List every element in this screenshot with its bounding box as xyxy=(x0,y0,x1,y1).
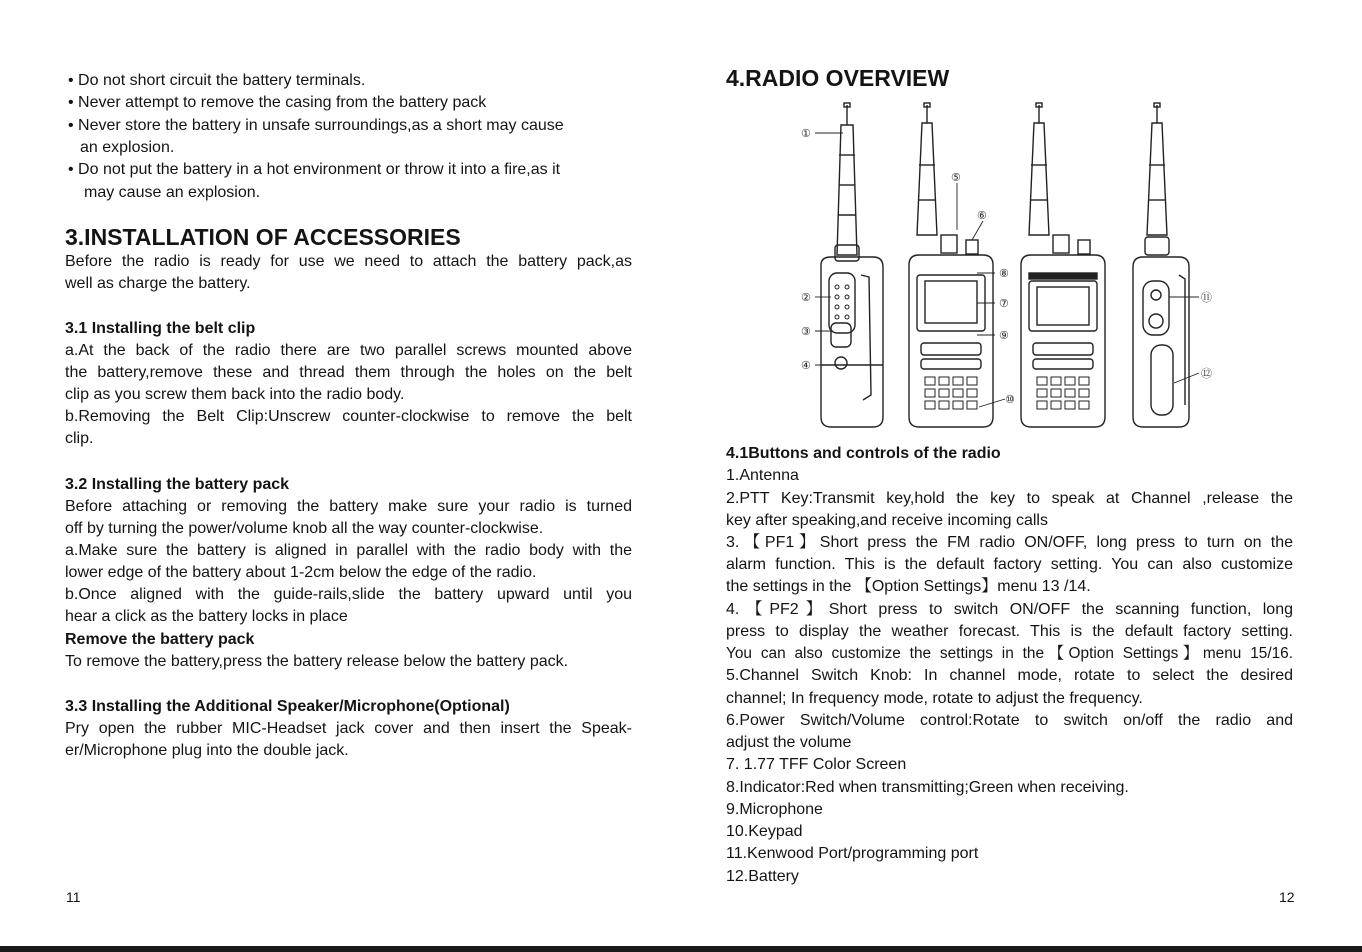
callout-8: ⑧ xyxy=(999,268,1009,280)
right-page xyxy=(681,0,1362,952)
subsection-title: 3.3 Installing the Additional Speaker/Microphone(Optional) xyxy=(65,698,510,715)
paragraph-line: clip. xyxy=(65,430,94,447)
paragraph-line: well as charge the battery. xyxy=(65,275,251,292)
callout-10: ⑩ xyxy=(1005,394,1015,406)
list-line: 8.Indicator:Red when transmitting;Green when receiving. xyxy=(726,779,1129,796)
callout-2: ② xyxy=(801,292,811,304)
list-line: 12.Battery xyxy=(726,868,799,885)
section-heading: 4.RADIO OVERVIEW xyxy=(726,65,950,91)
subsection-title: 3.2 Installing the battery pack xyxy=(65,476,290,493)
paragraph-line: Pry open the rubber MIC-Headset jack cover and then insert the Speak- xyxy=(65,720,632,737)
radio-front-1 xyxy=(909,103,993,427)
list-line: 6.Power Switch/Volume control:Rotate to switch on/off the radio and xyxy=(726,712,1293,729)
callout-4: ④ xyxy=(801,360,811,372)
page-number: 11 xyxy=(66,889,81,905)
paragraph-line: To remove the battery,press the battery release below the battery pack. xyxy=(65,653,569,670)
list-line: 10.Keypad xyxy=(726,823,803,840)
callout-6: ⑥ xyxy=(977,210,987,222)
callout-11: ⑪ xyxy=(1201,292,1212,304)
paragraph-line: hear a click as the battery locks in place xyxy=(65,608,348,625)
list-line: 4.【PF2】Short press to switch ON/OFF the scanning function, long xyxy=(726,601,1293,618)
callout-1: ① xyxy=(801,128,811,140)
list-line: 2.PTT Key:Transmit key,hold the key to speak at Channel ,release the xyxy=(726,490,1293,507)
list-line: adjust the volume xyxy=(726,734,852,751)
bullet-line: • Do not put the battery in a hot environment or throw it into a fire,as it xyxy=(68,161,561,178)
subsection-title: Remove the battery pack xyxy=(65,631,255,648)
paragraph-line: er/Microphone plug into the double jack. xyxy=(65,742,349,759)
bullet-line: • Do not short circuit the battery terminals. xyxy=(68,72,366,89)
radio-side-left xyxy=(821,103,883,427)
radio-side-right xyxy=(1133,103,1189,427)
list-line: 1.Antenna xyxy=(726,467,799,484)
callout-9: ⑨ xyxy=(999,330,1009,342)
list-line: 9.Microphone xyxy=(726,801,823,818)
list-line: 3.【PF1】Short press the FM radio ON/OFF, long press to turn on the xyxy=(726,534,1293,551)
paragraph-line: Before the radio is ready for use we need to attach the battery pack,as xyxy=(65,253,632,270)
paragraph-line: a.At the back of the radio there are two parallel screws mounted above xyxy=(65,342,632,359)
radio-overview-illustration xyxy=(791,95,1231,435)
list-line: 11.Kenwood Port/programming port xyxy=(726,845,979,862)
list-line: alarm function. This is the default factory setting. You can also customize xyxy=(726,556,1293,573)
callout-3: ③ xyxy=(801,326,811,338)
subsection-title: 4.1Buttons and controls of the radio xyxy=(726,445,1001,462)
paragraph-line: a.Make sure the battery is aligned in parallel with the radio body with the xyxy=(65,542,632,559)
callout-5: ⑤ xyxy=(951,172,961,184)
list-line: 5.Channel Switch Knob: In channel mode, rotate to select the desired xyxy=(726,667,1293,684)
paragraph-line: Before attaching or removing the battery make sure your radio is turned xyxy=(65,498,632,515)
list-line: channel; In frequency mode, rotate to adjust the frequency. xyxy=(726,690,1143,707)
paragraph-line: the battery,remove these and thread them through the holes on the belt xyxy=(65,364,632,381)
bullet-line: • Never store the battery in unsafe surroundings,as a short may cause xyxy=(68,117,564,134)
bullet-line: may cause an explosion. xyxy=(84,184,261,201)
page-number: 12 xyxy=(1279,889,1295,905)
list-line: You can also customize the settings in the【Option Settings】menu 15/16. xyxy=(726,645,1293,662)
paragraph-line: off by turning the power/volume knob all the way counter-clockwise. xyxy=(65,520,544,537)
section-heading: 3.INSTALLATION OF ACCESSORIES xyxy=(65,224,461,250)
callout-12: ⑫ xyxy=(1201,368,1212,380)
list-line: key after speaking,and receive incoming calls xyxy=(726,512,1048,529)
bullet-line: • Never attempt to remove the casing from the battery pack xyxy=(68,94,487,111)
paragraph-line: b.Once aligned with the guide-rails,slide the battery upward until you xyxy=(65,586,632,603)
radio-front-2 xyxy=(1021,103,1105,427)
subsection-title: 3.1 Installing the belt clip xyxy=(65,320,256,337)
list-line: press to display the weather forecast. This is the default factory setting. xyxy=(726,623,1293,640)
list-line: the settings in the 【Option Settings】menu 13 /14. xyxy=(726,578,1091,595)
paragraph-line: clip as you screw them back into the radio body. xyxy=(65,386,405,403)
bullet-line: an explosion. xyxy=(80,139,175,156)
paragraph-line: b.Removing the Belt Clip:Unscrew counter-clockwise to remove the belt xyxy=(65,408,632,425)
callout-7: ⑦ xyxy=(999,298,1009,310)
paragraph-line: lower edge of the battery about 1-2cm below the edge of the radio. xyxy=(65,564,537,581)
scan-edge xyxy=(0,946,1362,952)
list-line: 7. 1.77 TFF Color Screen xyxy=(726,756,907,773)
